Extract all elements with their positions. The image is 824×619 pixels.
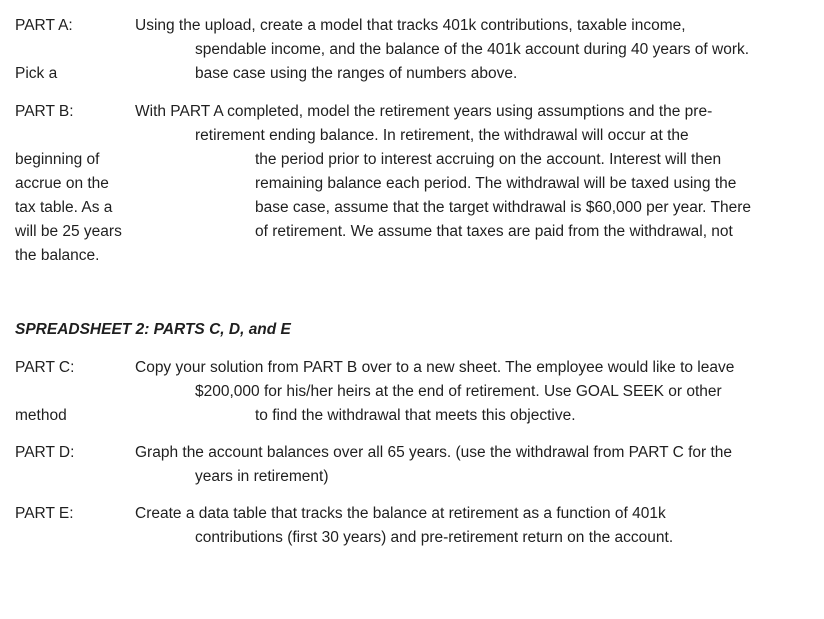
part-b-line-3: the period prior to interest accruing on the account. Interest will then: [255, 151, 722, 168]
part-e-line-1: Create a data table that tracks the balance at retirement as a function of 401k: [135, 505, 666, 522]
part-b-side-label-5: the balance.: [15, 247, 100, 264]
part-e-label: PART E:: [15, 505, 74, 522]
part-b-line-4: remaining balance each period. The withdrawal will be taxed using the: [255, 175, 737, 192]
part-b-line-6: of retirement. We assume that taxes are paid from the withdrawal, not: [255, 223, 733, 240]
part-b-line-1: With PART A completed, model the retirement years using assumptions and the pre-: [135, 103, 713, 120]
part-b-side-label-3: tax table. As a: [15, 199, 113, 216]
part-c-line-2: $200,000 for his/her heirs at the end of retirement. Use GOAL SEEK or other: [195, 383, 722, 400]
part-e-line-2: contributions (first 30 years) and pre-retirement return on the account.: [195, 529, 674, 546]
part-a-label: PART A:: [15, 17, 73, 34]
part-b-label: PART B:: [15, 103, 74, 120]
part-b-side-label-2: accrue on the: [15, 175, 109, 192]
part-a-line-1: Using the upload, create a model that tracks 401k contributions, taxable income,: [135, 17, 686, 34]
part-b-side-label-4: will be 25 years: [15, 223, 122, 240]
spreadsheet-2-heading: SPREADSHEET 2: PARTS C, D, and E: [15, 321, 291, 338]
part-c-label: PART C:: [15, 359, 75, 376]
part-c-line-3: to find the withdrawal that meets this objective.: [255, 407, 576, 424]
part-b-line-5: base case, assume that the target withdrawal is $60,000 per year. There: [255, 199, 751, 216]
part-d-line-2: years in retirement): [195, 468, 329, 485]
part-b-side-label-1: beginning of: [15, 151, 100, 168]
part-c-line-1: Copy your solution from PART B over to a new sheet. The employee would like to leave: [135, 359, 735, 376]
part-b-line-2: retirement ending balance. In retirement, the withdrawal will occur at the: [195, 127, 689, 144]
part-a-line-2: spendable income, and the balance of the 401k account during 40 years of work.: [195, 41, 750, 58]
part-a-line-3: base case using the ranges of numbers above.: [195, 65, 518, 82]
part-a-side-label: Pick a: [15, 65, 58, 82]
part-d-label: PART D:: [15, 444, 75, 461]
part-d-line-1: Graph the account balances over all 65 years. (use the withdrawal from PART C for the: [135, 444, 733, 461]
part-c-side-label: method: [15, 407, 67, 424]
